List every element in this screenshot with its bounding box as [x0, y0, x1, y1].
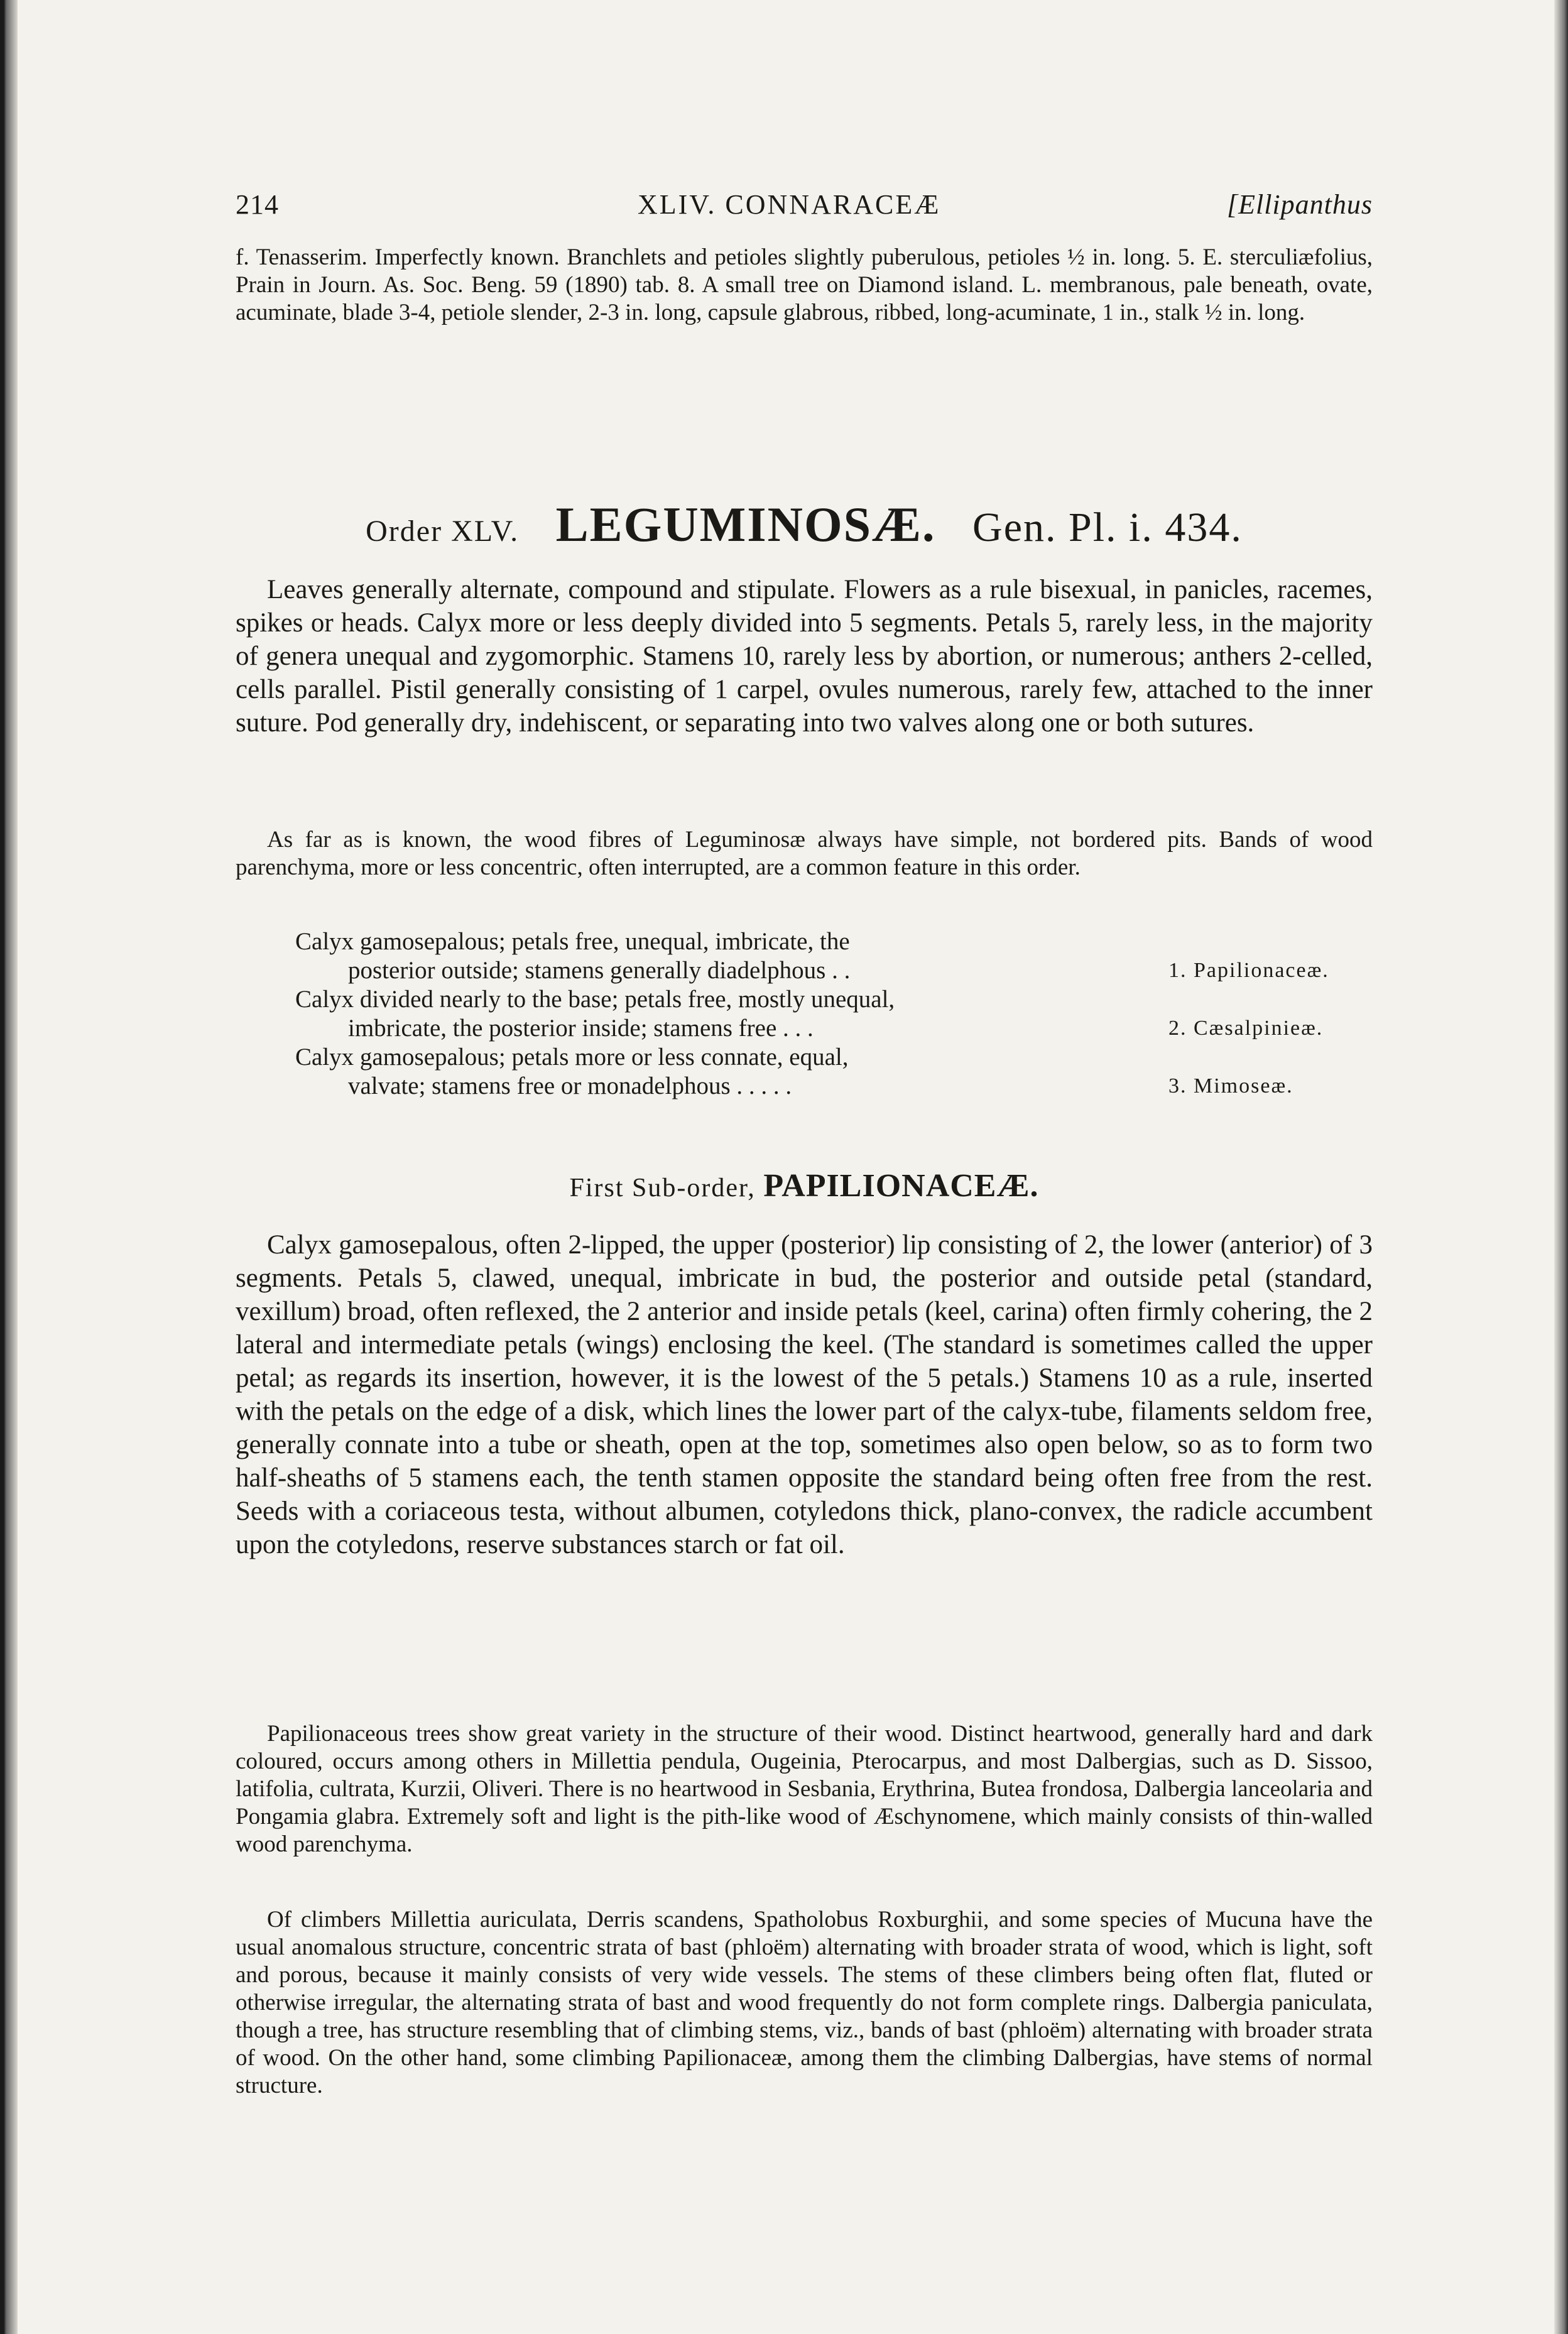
- key-line2: imbricate, the posterior inside; stamens free . . .: [348, 1015, 814, 1042]
- scan-edge-right: [1554, 0, 1568, 2334]
- intro-fragment: f. Tenasserim. Imperfectly known. Branchlets and petioles slightly puberulous, petioles ½ in. long. 5. E. sterculiæfolius, Prain in Journ. As. Soc. Beng. 59 (1890) tab. 8. A small tree on Diamond island. L. membranous, pale beneath, ovate, acuminate, blade 3-4, petiole slender, 2-3 in. long, capsule glabrous, ribbed, long-acuminate, 1 in., stalk ½ in. long.: [236, 244, 1373, 325]
- key-row: [295, 1043, 1376, 1101]
- key-line2: valvate; stamens free or monadelphous . . . . .: [348, 1072, 792, 1099]
- order-reference: Gen. Pl. i. 434.: [972, 504, 1243, 550]
- suborder-prefix: First Sub-order,: [569, 1174, 756, 1202]
- key-result: 3. Mimoseæ.: [1168, 1074, 1293, 1098]
- key-row: [295, 985, 1376, 1043]
- scan-edge-left: [0, 0, 18, 2334]
- page-header: [236, 188, 1373, 232]
- key-row: [295, 927, 1376, 985]
- order-prefix: Order XLV.: [366, 515, 520, 548]
- suborder-name: PAPILIONACEÆ.: [763, 1168, 1039, 1204]
- page-number: 214: [236, 189, 279, 220]
- order-description: Leaves generally alternate, compound and stipulate. Flowers as a rule bisexual, in panicles, racemes, spikes or heads. Calyx more or less deeply divided into 5 segments. Petals 5, rarely less, in the majority of genera unequal and zygomorphic. Stamens 10, rarely less by abortion, or numerous; anthers 2-celled, cells parallel. Pistil generally consisting of 1 carpel, ovules numerous, rarely few, attached to the inner suture. Pod generally dry, indehiscent, or separating into two valves along one or both sutures.: [236, 575, 1373, 738]
- suborder-heading: [236, 1167, 1373, 1204]
- key-result: 1. Papilionaceæ.: [1168, 959, 1329, 982]
- subfamily-key: [295, 927, 1376, 1101]
- chapter-title: XLIV. CONNARACEÆ: [638, 189, 941, 220]
- suborder-description: Calyx gamosepalous, often 2-lipped, the upper (posterior) lip consisting of 2, the lower (anterior) of 3 segments. Petals 5, clawed, unequal, imbricate in bud, the posterior and outside petal (standard, vexillum) broad, often reflexed, the 2 anterior and inside petals (keel, carina) often firmly cohering, the 2 lateral and intermediate petals (wings) enclosing the keel. (The standard is sometimes called the upper petal; as regards its insertion, however, it is the lowest of the 5 petals.) Stamens 10 as a rule, inserted with the petals on the edge of a disk, which lines the lower part of the calyx-tube, filaments seldom free, generally connate into a tube or sheath, open at the top, sometimes also open below, so as to form two half-sheaths of 5 stamens each, the tenth stamen opposite the standard being often free from the rest. Seeds with a coriaceous testa, without albumen, cotyledons thick, plano-convex, the radicle accumbent upon the cotyledons, reserve substances starch or fat oil.: [236, 1230, 1373, 1559]
- key-result: 2. Cæsalpinieæ.: [1168, 1017, 1324, 1040]
- order-name: LEGUMINOSÆ.: [555, 497, 936, 552]
- wood-note: As far as is known, the wood fibres of Leguminosæ always have simple, not bordered pits. Bands of wood parenchyma, more or less concentric, often interrupted, are a common feature in this order.: [236, 827, 1373, 880]
- wood-paragraph-2: Of climbers Millettia auriculata, Derris scandens, Spatholobus Roxburghii, and some species of Mucuna have the usual anomalous structure, concentric strata of bast (phloëm) alternating with broader strata of wood, which is light, soft and porous, because it mainly consists of very wide vessels. The stems of these climbers being often flat, fluted or otherwise irregular, the alternating strata of bast and wood frequently do not form complete rings. Dalbergia paniculata, though a tree, has structure resembling that of climbing stems, viz., bands of bast (phloëm) alternating with broader strata of wood. On the other hand, some climbing Papilionaceæ, among them the climbing Dalbergias, have stems of normal structure.: [236, 1907, 1373, 2098]
- order-heading: [236, 496, 1373, 553]
- key-line1: Calyx divided nearly to the base; petals free, mostly unequal,: [295, 986, 895, 1013]
- key-line1: Calyx gamosepalous; petals more or less connate, equal,: [295, 1044, 849, 1071]
- key-line2: posterior outside; stamens generally diadelphous . .: [348, 957, 851, 984]
- key-line1: Calyx gamosepalous; petals free, unequal, imbricate, the: [295, 928, 850, 955]
- running-head: [Ellipanthus: [1226, 189, 1373, 220]
- wood-paragraph-1: Papilionaceous trees show great variety in the structure of their wood. Distinct heartwood, generally hard and dark coloured, occurs among others in Millettia pendula, Ougeinia, Pterocarpus, and most Dalbergias, such as D. Sissoo, latifolia, cultrata, Kurzii, Oliveri. There is no heartwood in Sesbania, Erythrina, Butea frondosa, Dalbergia lanceolaria and Pongamia glabra. Extremely soft and light is the pith-like wood of Æschynomene, which mainly consists of thin-walled wood parenchyma.: [236, 1721, 1373, 1857]
